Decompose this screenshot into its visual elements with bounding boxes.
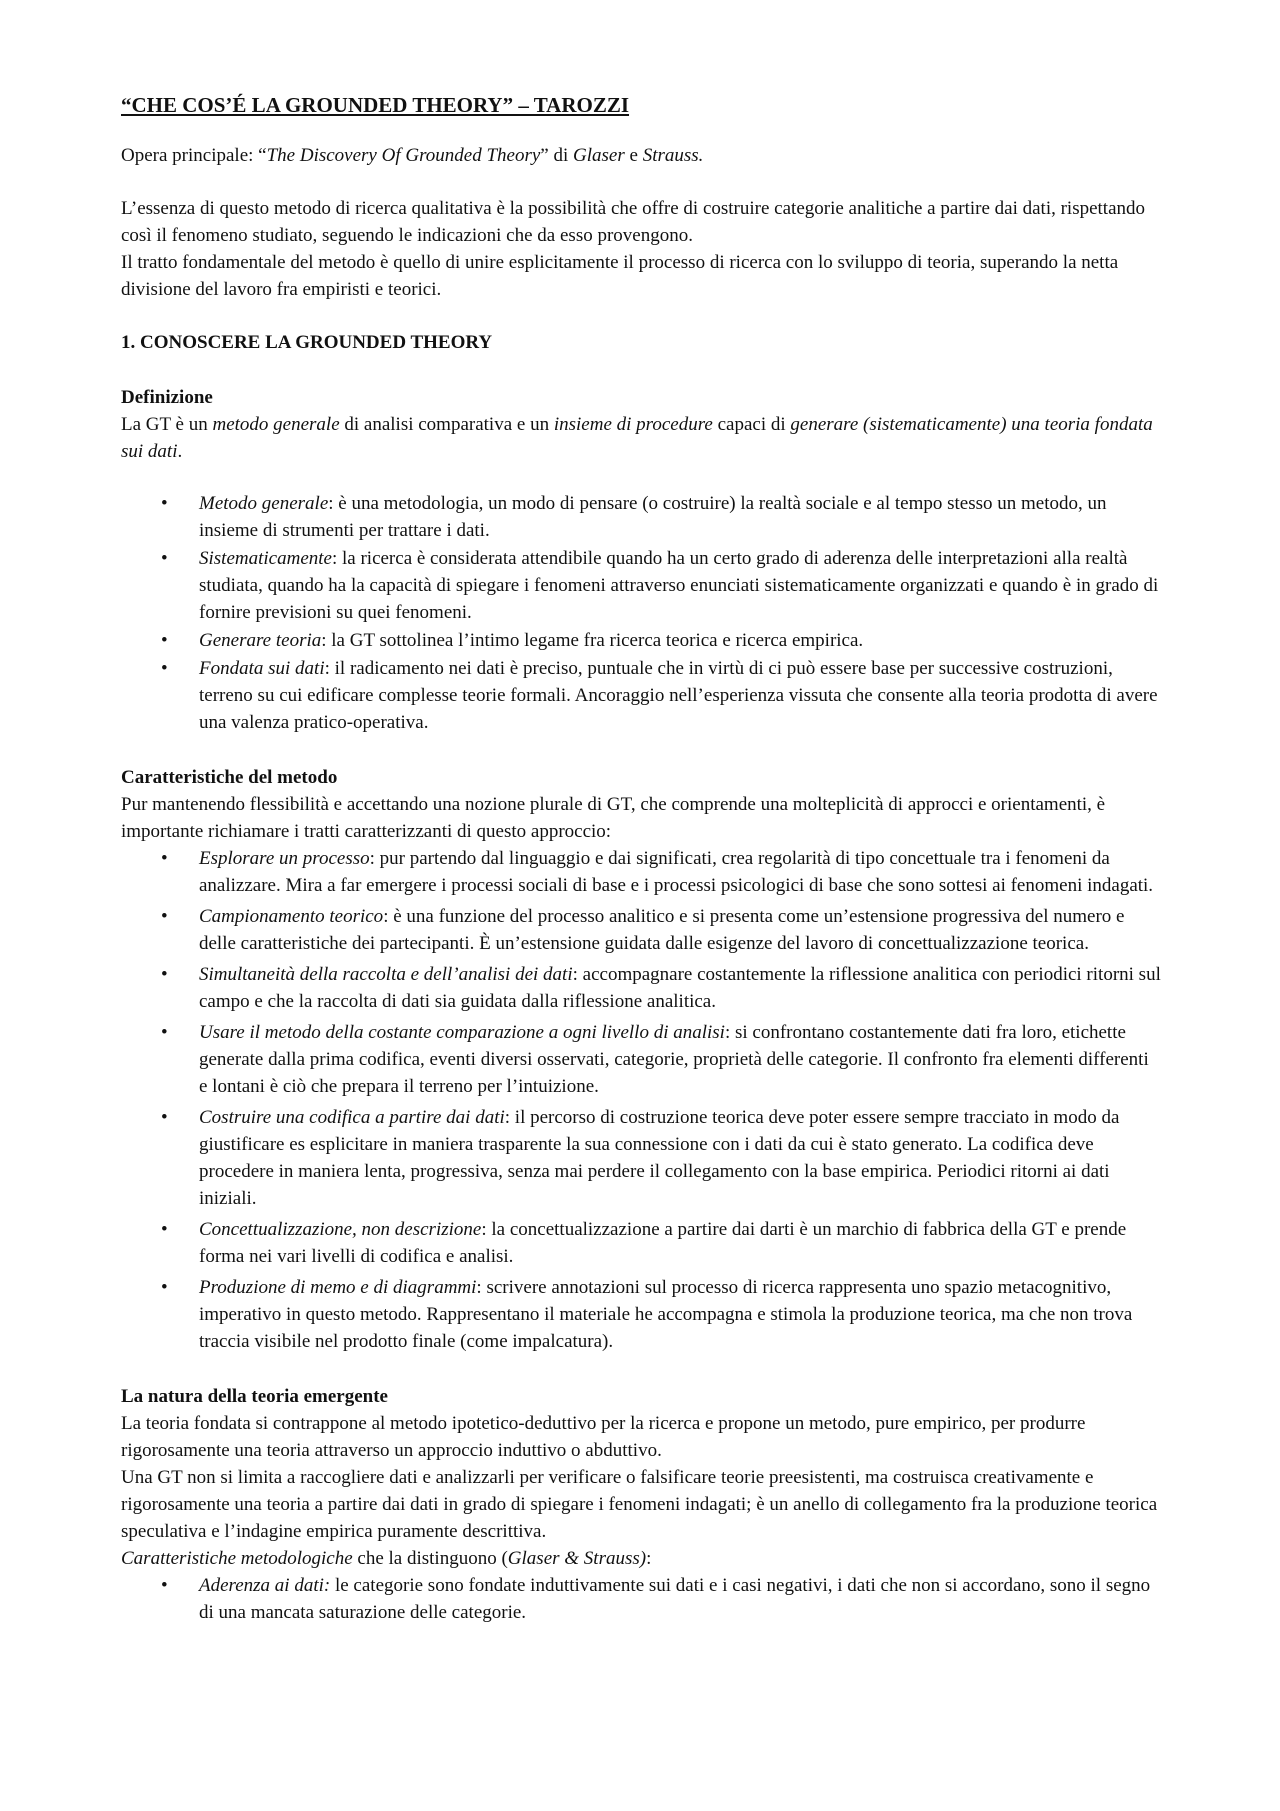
list-item-text: : il radicamento nei dati è preciso, puntuale che in virtù di ci può essere base per successive costruzioni, terreno su cui edificare complesse teorie formali. Ancoraggio nell’esperienza vissuta che consente alla teoria prodotta di avere una valenza pratico-operativa. <box>199 658 1158 733</box>
opera-mid: ” di <box>540 145 574 166</box>
list-item-term: Metodo generale <box>199 493 329 514</box>
bullet-icon: • <box>161 906 168 927</box>
opera-author-strauss: Strauss. <box>642 145 704 166</box>
list-item-text: : la ricerca è considerata attendibile quando ha un certo grado di aderenza delle interpretazioni alla realtà studiata, quando ha la capacità di spiegare i fenomeni attraverso enunciati sistematicamente organizzati e quando è in grado di fornire previsioni su quei fenomeni. <box>199 548 1159 623</box>
list-item-term: Campionamento teorico <box>199 906 384 927</box>
intro-paragraph-1: L’essenza di questo metodo di ricerca qualitativa è la possibilità che offre di costruire categorie analitiche a partire dai dati, rispettando così il fenomeno studiato, seguendo le indicazioni che da esso provengono. <box>121 198 1146 246</box>
bullet-icon: • <box>161 658 168 679</box>
intro-paragraph-2: Il tratto fondamentale del metodo è quello di unire esplicitamente il processo di ricerca con lo sviluppo di teoria, superando la netta divisione del lavoro fra empiristi e teorici. <box>121 252 1119 300</box>
natura-paragraph-2: Una GT non si limita a raccogliere dati e analizzarli per verificare o falsificare teorie preesistenti, ma costruisca creativamente e rigorosamente una teoria a partire dai dati in grado di spiegare i fenomeni indagati; è un anello di collegamento fra la produzione teorica speculativa e l’indagine empirica puramente descrittiva. <box>121 1467 1158 1542</box>
list-item-text: : è una funzione del processo analitico e si presenta come un’estensione progressiva del numero e delle caratteristiche dei partecipanti. È un’estensione guidata dalle esigenze del lavoro di concettualizzazione teorica. <box>199 906 1125 954</box>
list-item <box>121 1104 1161 1212</box>
bullet-icon: • <box>161 493 168 514</box>
list-item-term: Usare il metodo della costante comparazione a ogni livello di analisi <box>199 1022 725 1043</box>
list-item-term: Sistematicamente <box>199 548 332 569</box>
bullet-icon: • <box>161 1219 168 1240</box>
list-item <box>121 1572 1161 1626</box>
list-item-term: Generare teoria <box>199 630 322 651</box>
caratteristiche-intro: Pur mantenendo flessibilità e accettando una nozione plurale di GT, che comprende una molteplicità di approcci e orientamenti, è importante richiamare i tratti caratterizzanti di questo approccio: <box>121 794 1106 842</box>
list-item-text: : è una metodologia, un modo di pensare (o costruire) la realtà sociale e al tempo stesso un metodo, un insieme di strumenti per trattare i dati. <box>199 493 1107 541</box>
opera-prefix: Opera principale: “ <box>121 145 267 166</box>
list-item-term: Simultaneità della raccolta e dell’analisi dei dati <box>199 964 573 985</box>
bullet-icon: • <box>161 630 168 651</box>
list-item-text: : scrivere annotazioni sul processo di ricerca rappresenta uno spazio metacognitivo, imperativo in questo metodo. Rappresentano il materiale he accompagna e stimola la produzione teorica, ma che non trova traccia visibile nel prodotto finale (come impalcatura). <box>199 1277 1133 1352</box>
list-item-term: Produzione di memo e di diagrammi <box>199 1277 477 1298</box>
def-text-2: di analisi comparativa e un <box>339 414 554 435</box>
bullet-icon: • <box>161 848 168 869</box>
natura-heading: La natura della teoria emergente <box>121 1386 388 1407</box>
def-italic-3: generare (sistematicamente) una teoria fondata sui dati <box>121 414 1153 462</box>
list-item-text: : accompagnare costantemente la riflessione analitica con periodici ritorni sul campo e che la raccolta di dati sia guidata dalla riflessione analitica. <box>199 964 1161 1012</box>
document-content <box>121 90 1161 1626</box>
list-item <box>121 655 1161 736</box>
bullet-icon: • <box>161 548 168 569</box>
list-item-text: : si confrontano costantemente dati fra loro, etichette generate dalla prima codifica, eventi diversi osservati, categorie, proprietà delle categorie. Il confronto fra elementi differenti e lontani è ciò che prepara il terreno per l’intuizione. <box>199 1022 1149 1097</box>
def-text-1: La GT è un <box>121 414 213 435</box>
opera-author-glaser: Glaser <box>573 145 625 166</box>
natura-italic-1: Caratteristiche metodologiche <box>121 1548 353 1569</box>
natura-text-end: : <box>646 1548 652 1569</box>
caratteristiche-heading: Caratteristiche del metodo <box>121 767 338 788</box>
list-item <box>121 627 1161 654</box>
document-title: “CHE COS’É LA GROUNDED THEORY” – TAROZZI <box>121 93 630 117</box>
caratteristiche-list <box>121 845 1161 1355</box>
natura-list <box>121 1572 1161 1626</box>
list-item <box>121 1216 1161 1270</box>
bullet-icon: • <box>161 1107 168 1128</box>
opera-book-title: The Discovery Of Grounded Theory <box>266 145 541 166</box>
list-item <box>121 490 1161 544</box>
list-item <box>121 961 1161 1015</box>
natura-text-1: che la distinguono ( <box>352 1548 508 1569</box>
list-item-term: Costruire una codifica a partire dai dati <box>199 1107 505 1128</box>
def-italic-1: metodo generale <box>212 414 340 435</box>
definizione-list <box>121 490 1161 736</box>
natura-italic-2: Glaser & Strauss) <box>507 1548 647 1569</box>
list-item-term: Aderenza ai dati: <box>199 1575 331 1596</box>
opera-principale <box>121 142 1161 169</box>
list-item-text: : pur partendo dal linguaggio e dai significati, crea regolarità di tipo concettuale tra i fenomeni da analizzare. Mira a far emergere i processi sociali di base e i processi psicologici di base che sono sottesi ai fenomeni indagati. <box>199 848 1154 896</box>
list-item-text: : la GT sottolinea l’intimo legame fra ricerca teorica e ricerca empirica. <box>321 630 864 651</box>
list-item-term: Concettualizzazione, non descrizione <box>199 1219 482 1240</box>
list-item-text: le categorie sono fondate induttivamente sui dati e i casi negativi, i dati che non si accordano, sono il segno di una mancata saturazione delle categorie. <box>199 1575 1151 1623</box>
bullet-icon: • <box>161 1277 168 1298</box>
natura-paragraph-3 <box>121 1545 1161 1572</box>
def-text-4: . <box>177 441 183 462</box>
definizione-paragraph <box>121 411 1161 465</box>
bullet-icon: • <box>161 1575 168 1596</box>
bullet-icon: • <box>161 1022 168 1043</box>
list-item <box>121 545 1161 626</box>
list-item-text: : la concettualizzazione a partire dai darti è un marchio di fabbrica della GT e prende forma nei vari livelli di codifica e analisi. <box>199 1219 1127 1267</box>
list-item-text: : il percorso di costruzione teorica deve poter essere sempre tracciato in modo da giustificare es esplicitare in maniera trasparente la sua connessione con i dati da cui è stato generato. La codifica deve procedere in maniera lenta, progressiva, senza mai perdere il collegamento con la base empirica. Periodici ritorni ai dati iniziali. <box>199 1107 1120 1209</box>
section-1-heading: 1. CONOSCERE LA GROUNDED THEORY <box>121 332 493 353</box>
bullet-icon: • <box>161 964 168 985</box>
list-item <box>121 1019 1161 1100</box>
def-italic-2: insieme di procedure <box>553 414 713 435</box>
list-item <box>121 903 1161 957</box>
natura-paragraph-1: La teoria fondata si contrappone al metodo ipotetico-deduttivo per la ricerca e propone un metodo, pure empirico, per produrre rigorosamente una teoria attraverso un approccio induttivo o abduttivo. <box>121 1413 1086 1461</box>
list-item <box>121 1274 1161 1355</box>
definizione-heading: Definizione <box>121 387 213 408</box>
list-item <box>121 845 1161 899</box>
list-item-term: Esplorare un processo <box>199 848 370 869</box>
def-text-3: capaci di <box>712 414 791 435</box>
list-item-term: Fondata sui dati <box>199 658 325 679</box>
opera-and: e <box>624 145 643 166</box>
